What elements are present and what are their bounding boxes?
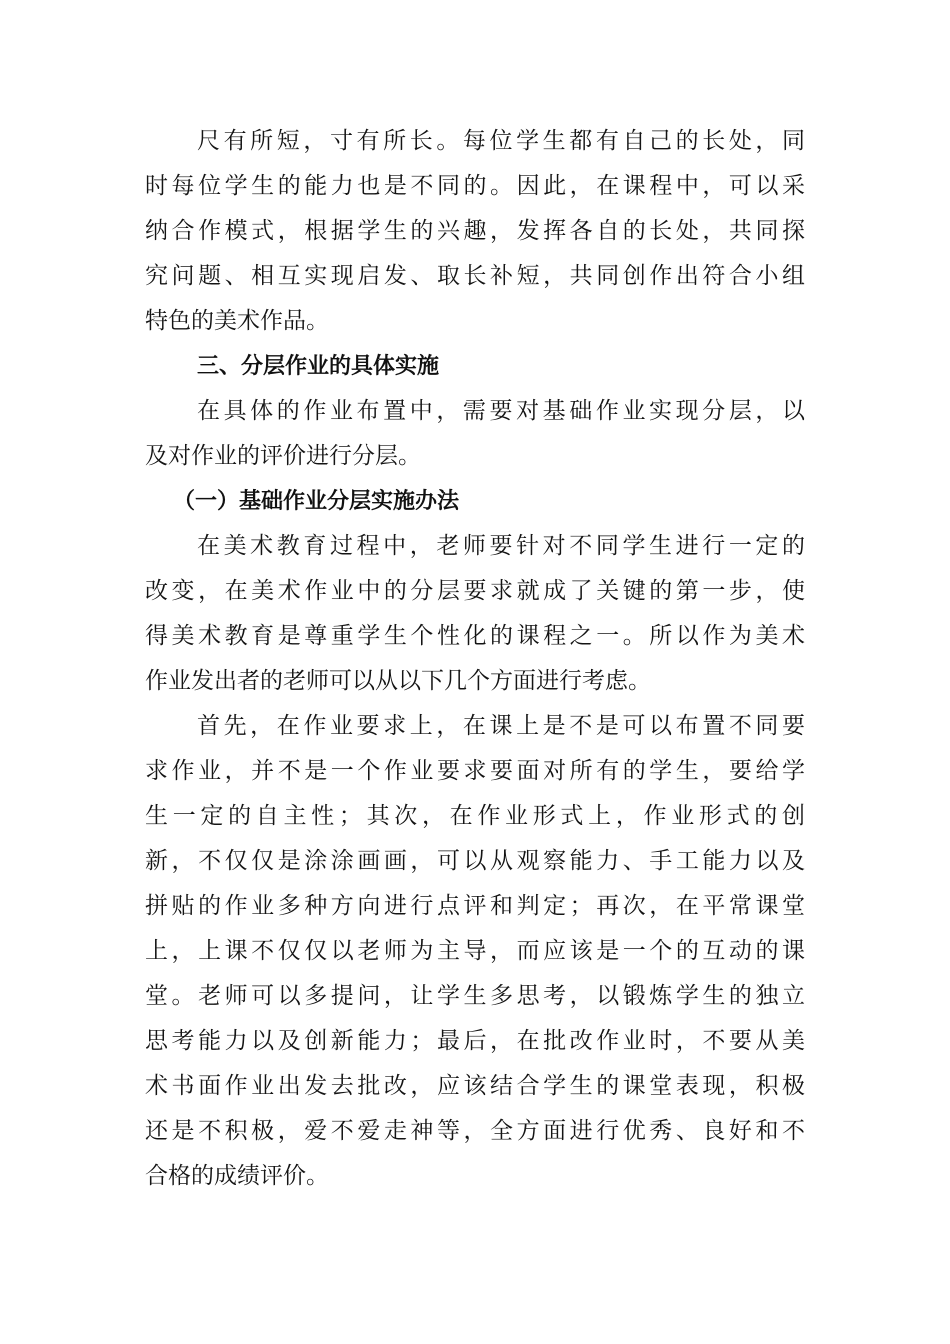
text-line: 纳合作模式，根据学生的兴趣，发挥各自的长处，共同探: [145, 218, 805, 244]
text-line: 合格的成绩评价。: [145, 1163, 329, 1189]
paragraph-2: [145, 389, 805, 479]
text-line: 求作业，并不是一个作业要求要面对所有的学生，要给学: [145, 758, 805, 784]
text-line: 得美术教育是尊重学生个性化的课程之一。所以作为美术: [145, 623, 805, 649]
paragraph-3: [145, 524, 805, 704]
text-line: 堂。老师可以多提问，让学生多思考，以锻炼学生的独立: [145, 983, 805, 1009]
text-line: 作业发出者的老师可以从以下几个方面进行考虑。: [145, 668, 651, 694]
text-line: 术书面作业出发去批改，应该结合学生的课堂表现，积极: [145, 1073, 805, 1099]
text-line: 拼贴的作业多种方向进行点评和判定；再次，在平常课堂: [145, 893, 805, 919]
paragraph-1: [145, 119, 805, 344]
text-line: 在美术教育过程中，老师要针对不同学生进行一定的: [197, 533, 805, 559]
text-line: 首先，在作业要求上，在课上是不是可以布置不同要: [197, 713, 805, 739]
paragraph-4: [145, 704, 805, 1199]
text-line: 时每位学生的能力也是不同的。因此，在课程中，可以采: [145, 173, 805, 199]
text-line: 新，不仅仅是涂涂画画，可以从观察能力、手工能力以及: [145, 848, 805, 874]
text-line: 在具体的作业布置中，需要对基础作业实现分层，以: [197, 398, 805, 424]
text-line: 还是不积极，爱不爱走神等，全方面进行优秀、良好和不: [145, 1118, 805, 1144]
text-line: 思考能力以及创新能力；最后，在批改作业时，不要从美: [145, 1028, 805, 1054]
text-line: 及对作业的评价进行分层。: [145, 443, 421, 469]
text-line: 尺有所短，寸有所长。每位学生都有自己的长处，同: [197, 128, 805, 154]
section-heading: 三、分层作业的具体实施: [197, 354, 440, 379]
text-line: 特色的美术作品。: [145, 308, 329, 334]
text-line: 究问题、相互实现启发、取长补短，共同创作出符合小组: [145, 263, 805, 289]
text-line: 上，上课不仅仅以老师为主导，而应该是一个的互动的课: [145, 938, 805, 964]
subsection-heading: （一）基础作业分层实施办法: [173, 489, 460, 514]
text-line: 生一定的自主性；其次，在作业形式上，作业形式的创: [145, 803, 805, 829]
text-line: 改变，在美术作业中的分层要求就成了关键的第一步，使: [145, 578, 805, 604]
